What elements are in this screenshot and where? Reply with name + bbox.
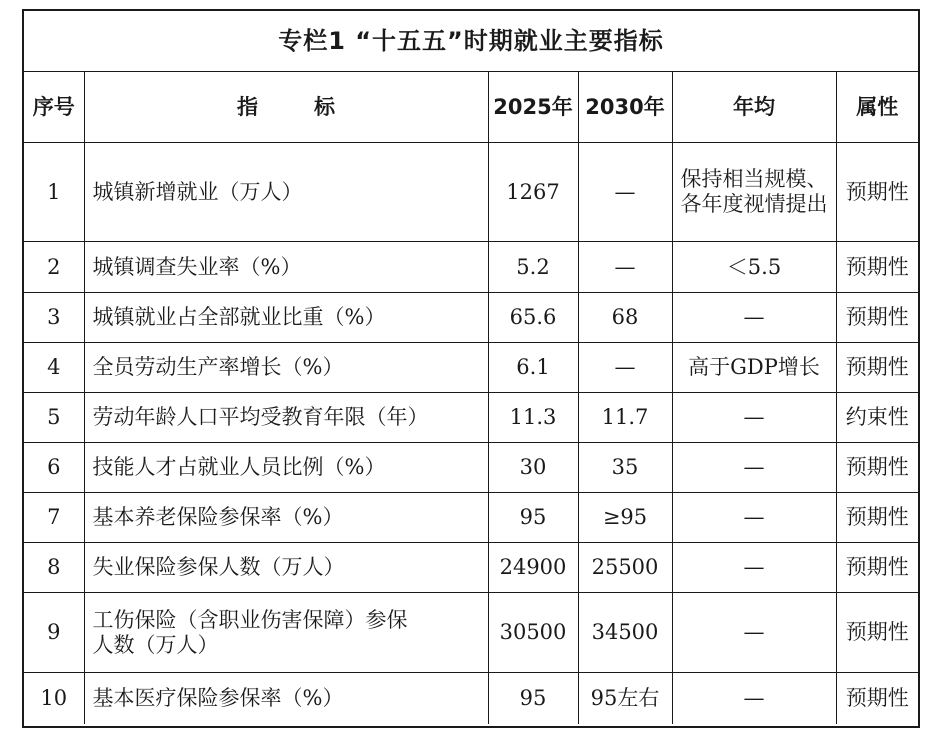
row-2025-value: 95 — [488, 493, 578, 543]
row-indicator: 失业保险参保人数（万人） — [84, 543, 488, 593]
row-2030-value: 35 — [578, 443, 672, 493]
table-row — [24, 293, 918, 343]
row-annual-average: — — [672, 593, 836, 673]
row-attribute: 预期性 — [836, 593, 918, 673]
row-seq: 7 — [24, 493, 84, 543]
row-2030-value: — — [578, 343, 672, 393]
row-2025-value: 5.2 — [488, 242, 578, 293]
row-2025-value: 24900 — [488, 543, 578, 593]
header-attribute: 属性 — [836, 72, 918, 143]
row-attribute: 约束性 — [836, 393, 918, 443]
row-2030-value: — — [578, 143, 672, 242]
table-row — [24, 593, 918, 673]
row-attribute: 预期性 — [836, 242, 918, 293]
row-seq: 8 — [24, 543, 84, 593]
indicator-table-frame — [22, 9, 920, 728]
row-2025-value: 6.1 — [488, 343, 578, 393]
row-2025-value: 11.3 — [488, 393, 578, 443]
table-row — [24, 443, 918, 493]
row-seq: 5 — [24, 393, 84, 443]
row-2030-value: ≥95 — [578, 493, 672, 543]
row-annual-average: — — [672, 393, 836, 443]
row-annual-average: 高于GDP增长 — [672, 343, 836, 393]
header-indicator-part1: 指 — [237, 94, 258, 119]
row-2030-value: 95左右 — [578, 673, 672, 724]
row-2025-value: 65.6 — [488, 293, 578, 343]
row-attribute: 预期性 — [836, 143, 918, 242]
row-indicator: 城镇调查失业率（%） — [84, 242, 488, 293]
row-indicator: 劳动年龄人口平均受教育年限（年） — [84, 393, 488, 443]
row-annual-average: — — [672, 493, 836, 543]
header-2025: 2025年 — [488, 72, 578, 143]
table-row — [24, 493, 918, 543]
row-indicator: 城镇就业占全部就业比重（%） — [84, 293, 488, 343]
header-seq: 序号 — [24, 72, 84, 143]
employment-indicators-table — [24, 11, 918, 724]
row-2025-value: 30 — [488, 443, 578, 493]
row-2030-value: 25500 — [578, 543, 672, 593]
row-seq: 4 — [24, 343, 84, 393]
row-2030-value: 34500 — [578, 593, 672, 673]
row-attribute: 预期性 — [836, 493, 918, 543]
row-annual-average: ＜5.5 — [672, 242, 836, 293]
row-attribute: 预期性 — [836, 443, 918, 493]
table-row — [24, 242, 918, 293]
row-annual-average: — — [672, 673, 836, 724]
table-title-row — [24, 11, 918, 72]
row-2030-value: 11.7 — [578, 393, 672, 443]
header-indicator — [84, 72, 488, 143]
row-2025-value: 1267 — [488, 143, 578, 242]
row-attribute: 预期性 — [836, 673, 918, 724]
row-2025-value: 30500 — [488, 593, 578, 673]
row-seq: 10 — [24, 673, 84, 724]
row-2030-value: — — [578, 242, 672, 293]
table-row — [24, 343, 918, 393]
table-row — [24, 143, 918, 242]
row-annual-average: — — [672, 293, 836, 343]
row-attribute: 预期性 — [836, 543, 918, 593]
table-title: 专栏1 “十五五”时期就业主要指标 — [24, 11, 918, 72]
row-2025-value: 95 — [488, 673, 578, 724]
table-row — [24, 393, 918, 443]
row-annual-average: — — [672, 443, 836, 493]
row-indicator: 基本医疗保险参保率（%） — [84, 673, 488, 724]
table-row — [24, 543, 918, 593]
row-attribute: 预期性 — [836, 293, 918, 343]
row-seq: 3 — [24, 293, 84, 343]
row-attribute: 预期性 — [836, 343, 918, 393]
row-indicator: 工伤保险（含职业伤害保障）参保人数（万人） — [84, 593, 488, 673]
table-row — [24, 673, 918, 724]
row-annual-average: — — [672, 543, 836, 593]
row-2030-value: 68 — [578, 293, 672, 343]
table-header-row — [24, 72, 918, 143]
row-seq: 1 — [24, 143, 84, 242]
row-indicator: 城镇新增就业（万人） — [84, 143, 488, 242]
row-seq: 2 — [24, 242, 84, 293]
row-seq: 9 — [24, 593, 84, 673]
row-indicator: 基本养老保险参保率（%） — [84, 493, 488, 543]
header-indicator-part2: 标 — [314, 94, 335, 119]
row-indicator: 全员劳动生产率增长（%） — [84, 343, 488, 393]
row-indicator: 技能人才占就业人员比例（%） — [84, 443, 488, 493]
header-2030: 2030年 — [578, 72, 672, 143]
row-annual-average: 保持相当规模、各年度视情提出 — [672, 143, 836, 242]
header-annual-average: 年均 — [672, 72, 836, 143]
row-seq: 6 — [24, 443, 84, 493]
